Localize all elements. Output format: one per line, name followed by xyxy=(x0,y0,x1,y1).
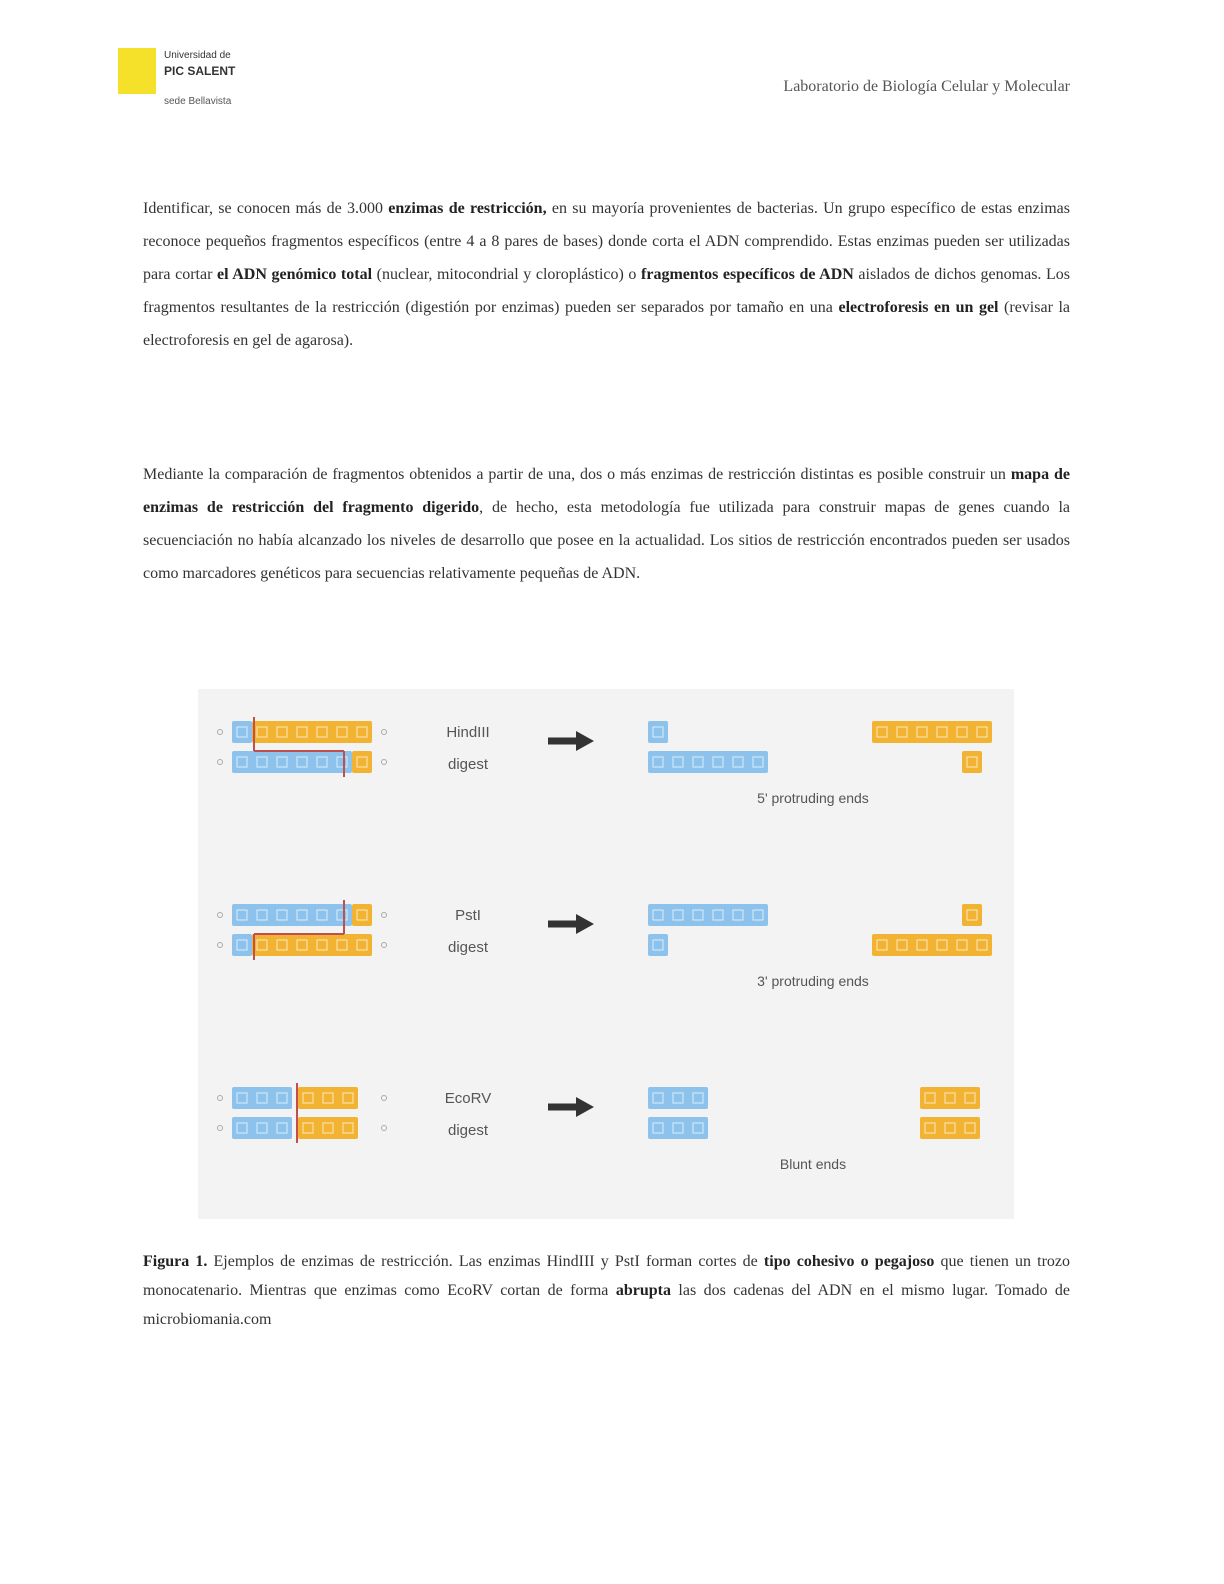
caption-text: las dos cadenas del ADN en el mismo lugar. Tomado de microbiomania.com xyxy=(143,1282,1071,1328)
fragment-left-top xyxy=(648,1087,708,1109)
dna-end-mark xyxy=(218,760,223,765)
logo-emblem-icon xyxy=(118,48,156,94)
caption-bold: tipo cohesivo o pegajoso xyxy=(763,1253,935,1270)
dna-bottom-orange-fill xyxy=(252,934,372,956)
dna-bottom-blue-fill xyxy=(232,751,352,773)
fragment-left-bottom xyxy=(648,751,768,773)
fragment-right-bottom-fill xyxy=(872,934,992,956)
dna-end-mark xyxy=(218,943,223,948)
ends-type-label: 3' protruding ends xyxy=(757,973,869,989)
dna-end-mark xyxy=(382,943,387,948)
dna-top-orange-fill xyxy=(352,904,372,926)
dna-end-mark xyxy=(218,1126,223,1131)
dna-top-blue-fill xyxy=(232,1087,292,1109)
fragment-right-bottom xyxy=(872,934,992,956)
dna-end-mark xyxy=(218,1096,223,1101)
ends-type-label: Blunt ends xyxy=(779,1156,847,1172)
dna-top-blue xyxy=(232,904,352,926)
dna-end-mark xyxy=(382,1096,387,1101)
dna-bottom-orange-fill xyxy=(298,1117,358,1139)
p2-text: , de hecho, esta metodología fue utilizada para construir mapas de genes cuando la secuenciación no había alcanzado los niveles de desarrollo que posee en la actualidad. Los sitios de restricción encontrados pueden ser usados como marcadores genéticos para secuencias relativamente pequeñas de ADN. xyxy=(143,499,1070,582)
fragment-right-bottom-fill xyxy=(962,751,982,773)
p1-text: Identificar, se conocen más de 3.000 xyxy=(143,200,389,217)
reaction-arrow-head-icon xyxy=(576,914,594,934)
fragment-right-bottom-fill xyxy=(920,1117,980,1139)
dna-top-blue xyxy=(232,721,252,743)
figure-caption xyxy=(143,1247,1070,1334)
paragraph-2 xyxy=(143,458,1070,590)
fragment-right-top xyxy=(872,721,992,743)
dna-end-mark xyxy=(218,730,223,735)
digest-label: digest xyxy=(447,939,489,956)
fragment-left-top-fill xyxy=(648,904,768,926)
caption-text: Ejemplos de enzimas de restricción. Las enzimas HindIII y PstI forman cortes de xyxy=(207,1253,764,1270)
page-header xyxy=(118,44,1070,114)
dna-bottom-blue xyxy=(232,751,352,773)
dna-top-blue xyxy=(232,1087,292,1109)
dna-top-orange xyxy=(298,1087,358,1109)
dna-top-orange xyxy=(352,904,372,926)
fragment-left-bottom-fill xyxy=(648,934,668,956)
digest-label: digest xyxy=(447,756,489,773)
header-title: Laboratorio de Biología Celular y Molecular xyxy=(783,78,1070,95)
fragment-left-bottom-fill xyxy=(648,1117,708,1139)
p1-bold: el ADN genómico total xyxy=(217,266,373,283)
university-logo xyxy=(118,44,280,114)
logo-text-line2: PIC SALENT xyxy=(164,64,236,78)
fragment-right-bottom xyxy=(920,1117,980,1139)
dna-top-orange-fill xyxy=(252,721,372,743)
enzyme-name-label: HindIII xyxy=(446,724,490,741)
dna-bottom-blue-fill xyxy=(232,1117,292,1139)
p1-bold: fragmentos específicos de ADN xyxy=(641,266,854,283)
dna-top-orange xyxy=(252,721,372,743)
fragment-right-top-fill xyxy=(920,1087,980,1109)
fragment-left-top-fill xyxy=(648,721,668,743)
logo-text-line1: Universidad de xyxy=(164,50,231,61)
caption-label: Figura 1. xyxy=(143,1253,208,1270)
fragment-left-top xyxy=(648,904,768,926)
fragment-left-bottom xyxy=(648,934,668,956)
dna-top-blue-fill xyxy=(232,904,352,926)
dna-bottom-orange xyxy=(252,934,372,956)
reaction-arrow-head-icon xyxy=(576,1097,594,1117)
dna-bottom-orange-fill xyxy=(352,751,372,773)
dna-end-mark xyxy=(382,760,387,765)
p1-bold: enzimas de restricción, xyxy=(388,200,547,217)
p1-text: en su mayoría provenientes de bacterias. Un grupo específico de estas enzimas reconoce pequeños fragmentos específicos (entre 4 a 8 pares de bases) donde corta el ADN comprendido. Estas enzimas pueden ser utilizadas para cortar xyxy=(143,200,1070,283)
figure-diagram xyxy=(198,689,1014,1219)
fragment-left-bottom-fill xyxy=(648,751,768,773)
p1-text: (nuclear, mitocondrial y cloroplástico) o xyxy=(372,266,642,283)
fragment-right-top xyxy=(920,1087,980,1109)
ends-type-label: 5' protruding ends xyxy=(757,790,869,806)
dna-end-mark xyxy=(382,1126,387,1131)
dna-bottom-blue xyxy=(232,934,252,956)
fragment-right-bottom xyxy=(962,751,982,773)
p1-bold: electroforesis en un gel xyxy=(838,299,999,316)
enzyme-name-label: EcoRV xyxy=(444,1090,492,1107)
caption-bold: abrupta xyxy=(615,1282,671,1299)
paragraph-1 xyxy=(143,192,1070,357)
p2-text: Mediante la comparación de fragmentos obtenidos a partir de una, dos o más enzimas de restricción distintas es posible construir un xyxy=(143,466,1011,483)
p1-text: (revisar la electroforesis en gel de agarosa). xyxy=(143,299,1071,349)
p2-bold: mapa de enzimas de restricción del fragmento digerido xyxy=(143,466,1070,516)
dna-end-mark xyxy=(382,913,387,918)
fragment-left-top-fill xyxy=(648,1087,708,1109)
restriction-enzyme-figure xyxy=(198,689,1014,1219)
digest-label: digest xyxy=(447,1122,489,1139)
fragment-left-top xyxy=(648,721,668,743)
dna-bottom-blue-fill xyxy=(232,934,252,956)
fragment-right-top xyxy=(962,904,982,926)
dna-bottom-orange xyxy=(352,751,372,773)
fragment-right-top-fill xyxy=(872,721,992,743)
reaction-arrow-head-icon xyxy=(576,731,594,751)
p1-text: aislados de dichos genomas. Los fragmentos resultantes de la restricción (digestión por enzimas) pueden ser separados por tamaño en una xyxy=(143,266,1071,316)
dna-end-mark xyxy=(382,730,387,735)
logo-text-line3: sede Bellavista xyxy=(164,96,232,107)
dna-top-orange-fill xyxy=(298,1087,358,1109)
dna-end-mark xyxy=(218,913,223,918)
fragment-left-bottom xyxy=(648,1117,708,1139)
dna-top-blue-fill xyxy=(232,721,252,743)
dna-bottom-blue xyxy=(232,1117,292,1139)
caption-text: que tienen un trozo monocatenario. Mientras que enzimas como EcoRV cortan de forma xyxy=(143,1253,1071,1299)
dna-bottom-orange xyxy=(298,1117,358,1139)
fragment-right-top-fill xyxy=(962,904,982,926)
enzyme-name-label: PstI xyxy=(455,907,481,924)
